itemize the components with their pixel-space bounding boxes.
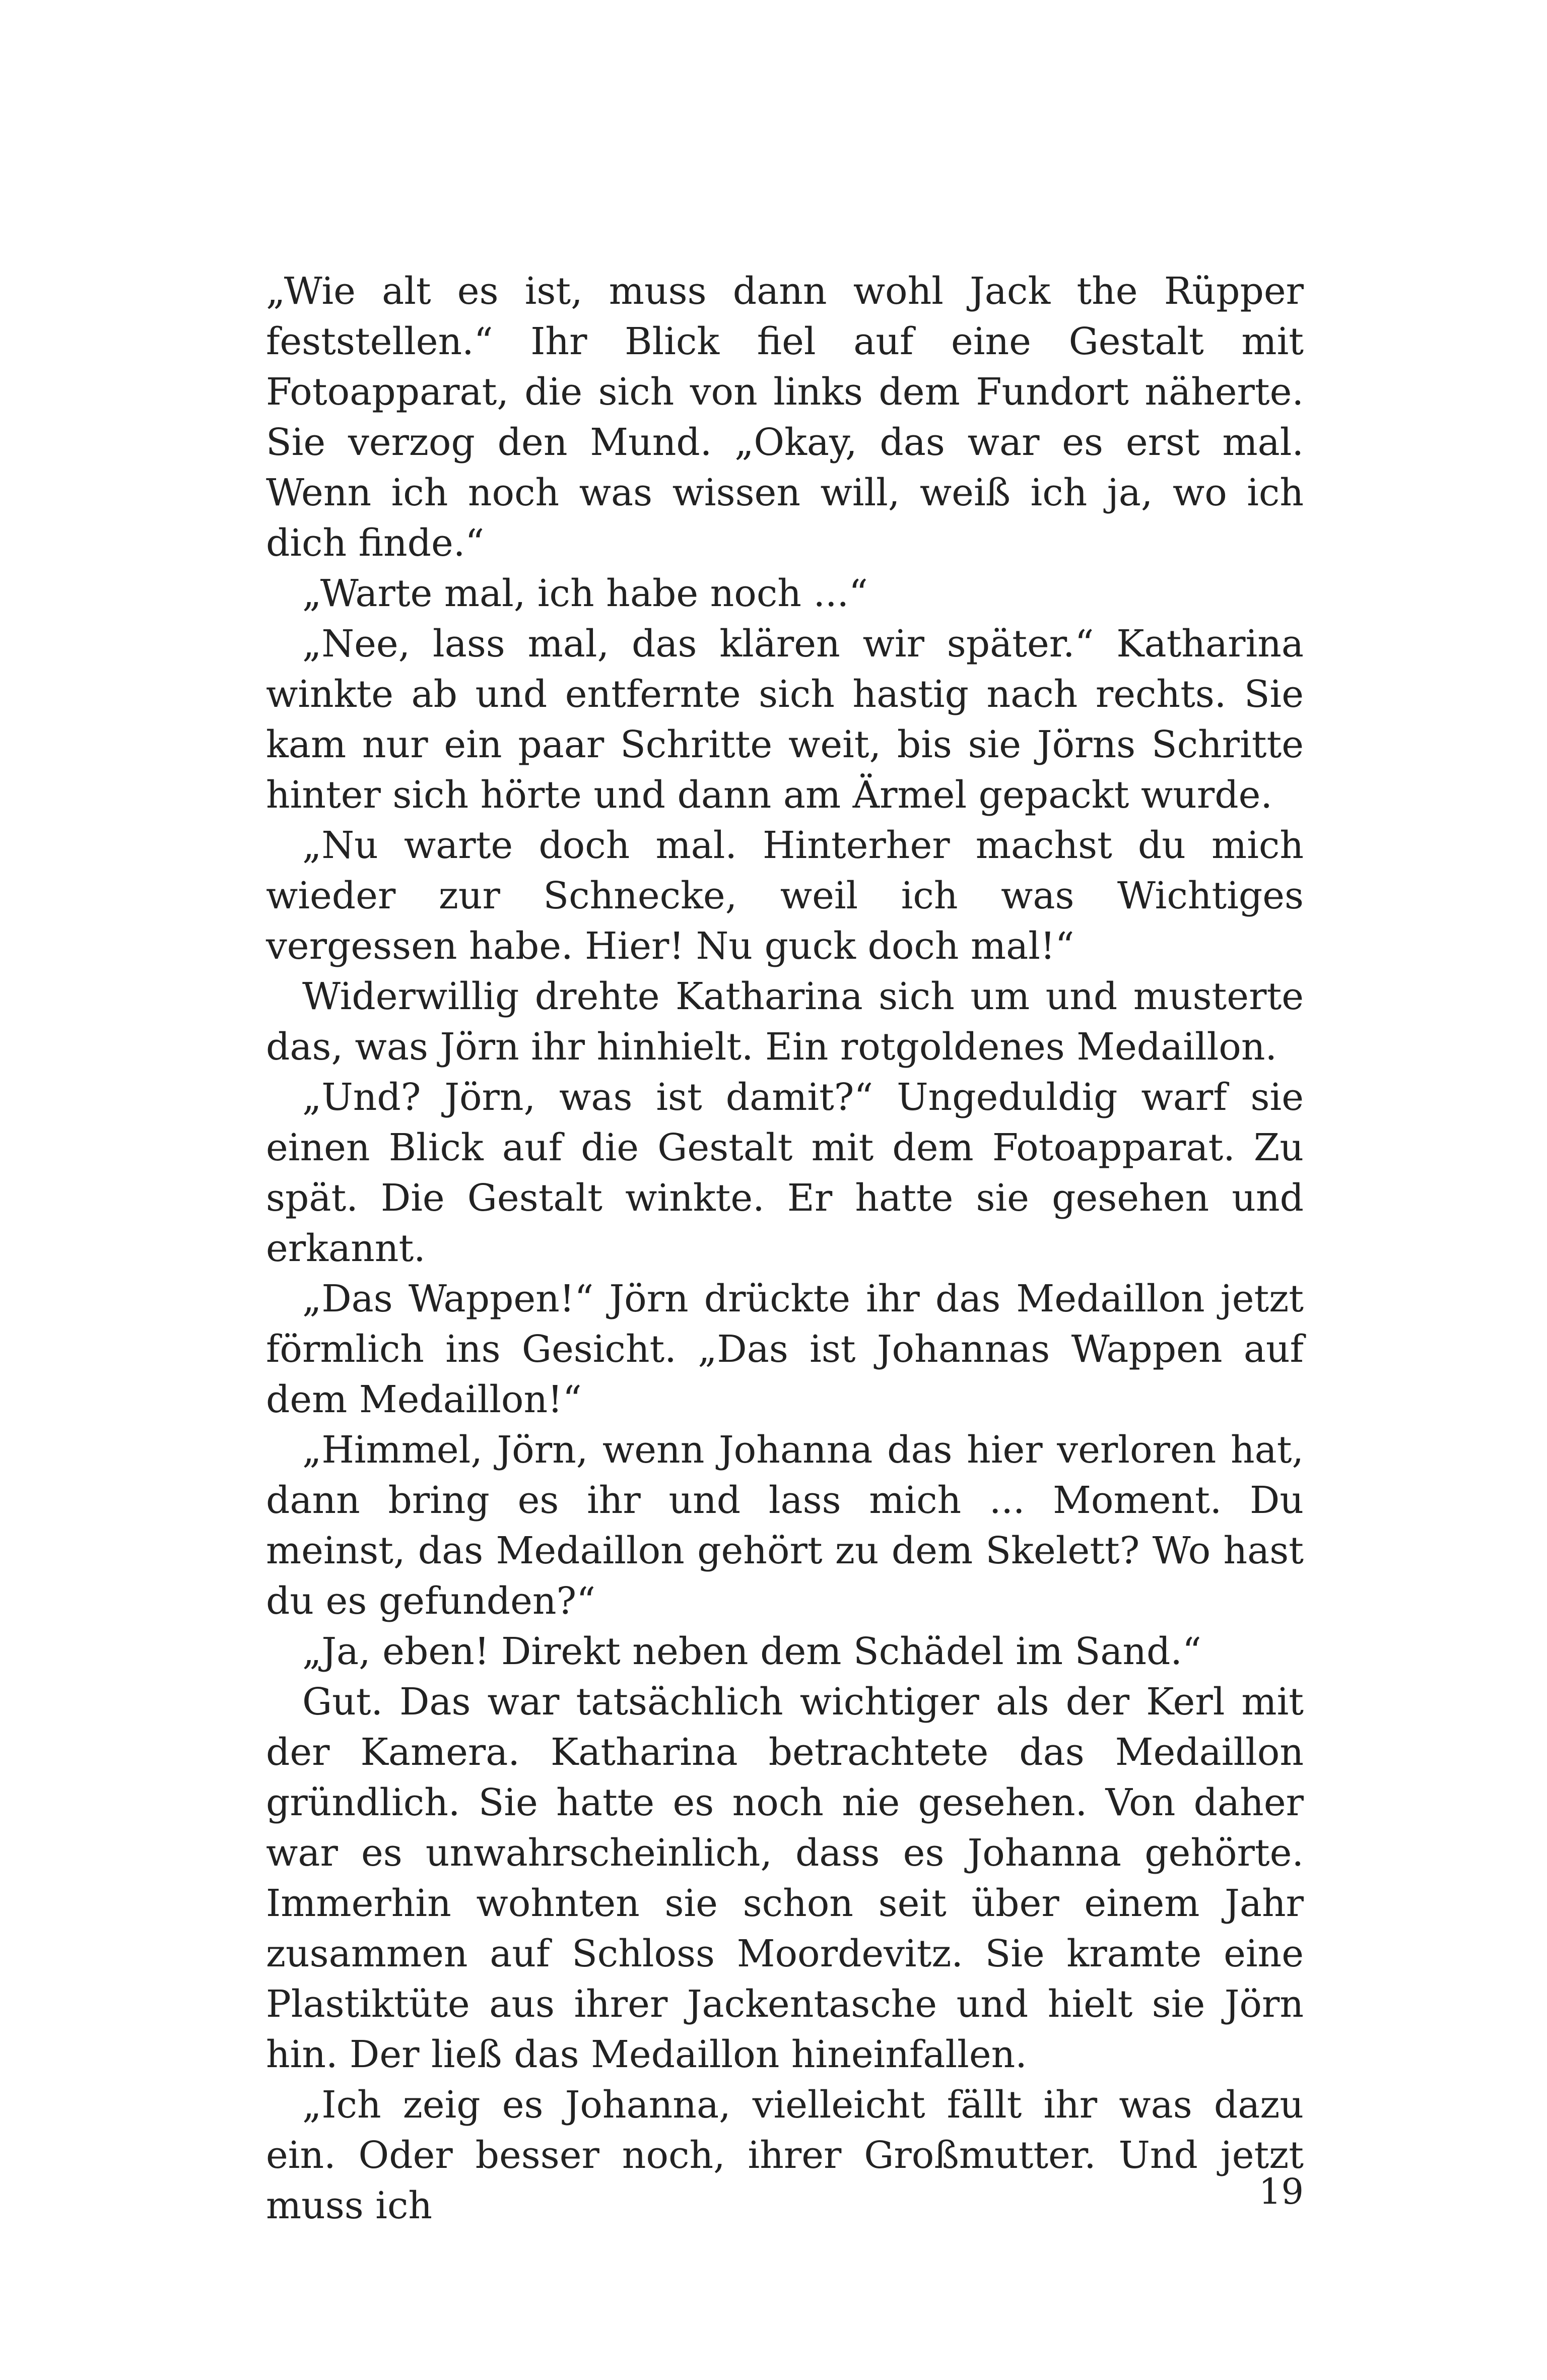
paragraph: „Das Wappen!“ Jörn drückte ihr das Medaillon jetzt förmlich ins Gesicht. „Das ist Johannas Wappen auf dem Medaillon!“ bbox=[266, 1277, 1304, 1421]
paragraph: „Ja, eben! Direkt neben dem Schädel im Sand.“ bbox=[302, 1630, 1201, 1673]
body-text bbox=[266, 266, 1304, 2231]
paragraph: „Nee, lass mal, das klären wir später.“ Katharina winkte ab und entfernte sich hastig nach rechts. Sie kam nur ein paar Schritte weit, bis sie Jörns Schritte hinter sich hörte und dann am Ärmel gepackt wurde. bbox=[266, 622, 1304, 817]
paragraph: „Wie alt es ist, muss dann wohl Jack the Rüpper feststellen.“ Ihr Blick fiel auf eine Gestalt mit Fotoapparat, die sich von links dem Fundort näherte. Sie verzog den Mund. „Okay, das war es erst mal. Wenn ich noch was wissen will, weiß ich ja, wo ich dich finde.“ bbox=[266, 270, 1304, 565]
paragraph: „Nu warte doch mal. Hinterher machst du mich wieder zur Schnecke, weil ich was Wichtiges vergessen habe. Hier! Nu guck doch mal!“ bbox=[266, 824, 1304, 968]
paragraph: Gut. Das war tatsächlich wichtiger als der Kerl mit der Kamera. Katharina betrachtete das Medaillon gründlich. Sie hatte es noch nie gesehen. Von daher war es unwahrscheinlich, dass es Johanna gehörte. Immerhin wohnten sie schon seit über einem Jahr zusammen auf Schloss Moordevitz. Sie kramte eine Plastiktüte aus ihrer Jackentasche und hielt sie Jörn hin. Der ließ das Medaillon hineinfallen. bbox=[266, 1680, 1304, 2076]
page-number: 19 bbox=[1258, 2171, 1304, 2212]
paragraph: „Und? Jörn, was ist damit?“ Ungeduldig warf sie einen Blick auf die Gestalt mit dem Fotoapparat. Zu spät. Die Gestalt winkte. Er hatte sie gesehen und erkannt. bbox=[266, 1076, 1304, 1270]
paragraph: „Ich zeig es Johanna, vielleicht fällt ihr was dazu ein. Oder besser noch, ihrer Großmutter. Und jetzt muss ich bbox=[266, 2083, 1304, 2227]
paragraph: Widerwillig drehte Katharina sich um und musterte das, was Jörn ihr hinhielt. Ein rotgoldenes Medaillon. bbox=[266, 975, 1304, 1069]
paragraph: „Himmel, Jörn, wenn Johanna das hier verloren hat, dann bring es ihr und lass mich ... Moment. Du meinst, das Medaillon gehört zu dem Skelett? Wo hast du es gefunden?“ bbox=[266, 1428, 1304, 1623]
paragraph: „Warte mal, ich habe noch ...“ bbox=[302, 572, 868, 615]
